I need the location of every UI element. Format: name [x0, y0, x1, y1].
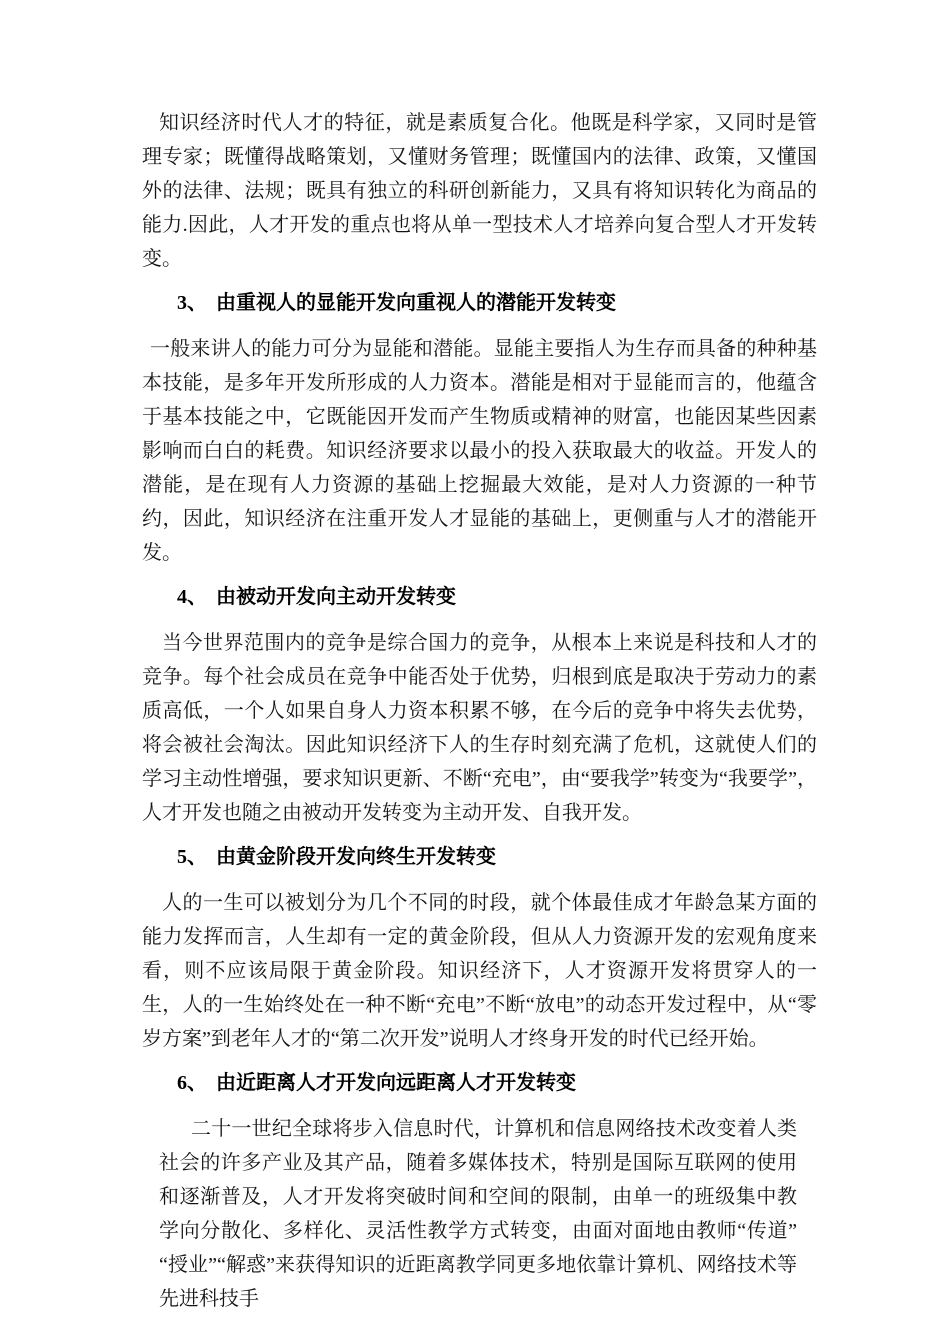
- section-4-number: 4、: [177, 586, 207, 608]
- section-3-paragraph: 一般来讲人的能力可分为显能和潜能。显能主要指人为生存而具备的种种基本技能，是多年开发所形成的人力资本。潜能是相对于显能而言的，他蕴含于基本技能之中，它既能因开发而产生物质或精神的财富，也能因某些因素影响而白白的耗费。知识经济要求以最小的投入获取最大的收益。开发人的潜能，是在现有人力资源的基础上挖掘最大效能，是对人力资源的一种节约，因此，知识经济在注重开发人才显能的基础上，更侧重与人才的潜能开发。: [142, 338, 817, 564]
- section-5-paragraph: 人的一生可以被划分为几个不同的时段，就个体最佳成才年龄急某方面的能力发挥而言，人生却有一定的黄金阶段，但从人力资源开发的宏观角度来看，则不应该局限于黄金阶段。知识经济下，人才资源开发将贯穿人的一生，人的一生始终处在一种不断“充电”不断“放电”的动态开发过程中，从“零岁方案”到老年人才的“第二次开发”说明人才终身开发的时代已经开始。: [142, 892, 817, 1050]
- section-4-heading: [142, 580, 817, 614]
- section-5-heading: [142, 840, 817, 874]
- section-6-heading: [142, 1066, 817, 1100]
- intro-paragraph: 知识经济时代人才的特征，就是素质复合化。他既是科学家，又同时是管理专家；既懂得战略策划，又懂财务管理；既懂国内的法律、政策，又懂国外的法律、法规；既具有独立的科研创新能力，又具有将知识转化为商品的能力.因此，人才开发的重点也将从单一型技术人才培养向复合型人才开发转变。: [142, 112, 817, 270]
- section-3-title: 由重视人的显能开发向重视人的潜能开发转变: [216, 292, 616, 314]
- section-6-paragraph: 二十一世纪全球将步入信息时代，计算机和信息网络技术改变着人类社会的许多产业及其产品，随着多媒体技术，特别是国际互联网的使用和逐渐普及，人才开发将突破时间和空间的限制，由单一的班级集中教学向分散化、多样化、灵活性教学方式转变，由面对面地由教师“传道”“授业”“解惑”来获得知识的近距离教学同更多地依靠计算机、网络技术等先进科技手: [159, 1118, 797, 1310]
- section-3-heading: [142, 286, 817, 320]
- section-6-number: 6、: [177, 1072, 207, 1094]
- section-4-paragraph: 当今世界范围内的竞争是综合国力的竞争，从根本上来说是科技和人才的竞争。每个社会成员在竞争中能否处于优势，归根到底是取决于劳动力的素质高低，一个人如果自身人力资本积累不够，在今后的竞争中将失去优势，将会被社会淘汰。因此知识经济下人的生存时刻充满了危机，这就使人们的学习主动性增强，要求知识更新、不断“充电”，由“要我学”转变为“我要学”，人才开发也随之由被动开发转变为主动开发、自我开发。: [142, 632, 817, 824]
- section-5-number: 5、: [177, 846, 207, 868]
- section-6-title: 由近距离人才开发向远距离人才开发转变: [216, 1072, 576, 1094]
- section-5-title: 由黄金阶段开发向终生开发转变: [216, 846, 496, 868]
- section-4-title: 由被动开发向主动开发转变: [216, 586, 456, 608]
- section-3-number: 3、: [177, 292, 207, 314]
